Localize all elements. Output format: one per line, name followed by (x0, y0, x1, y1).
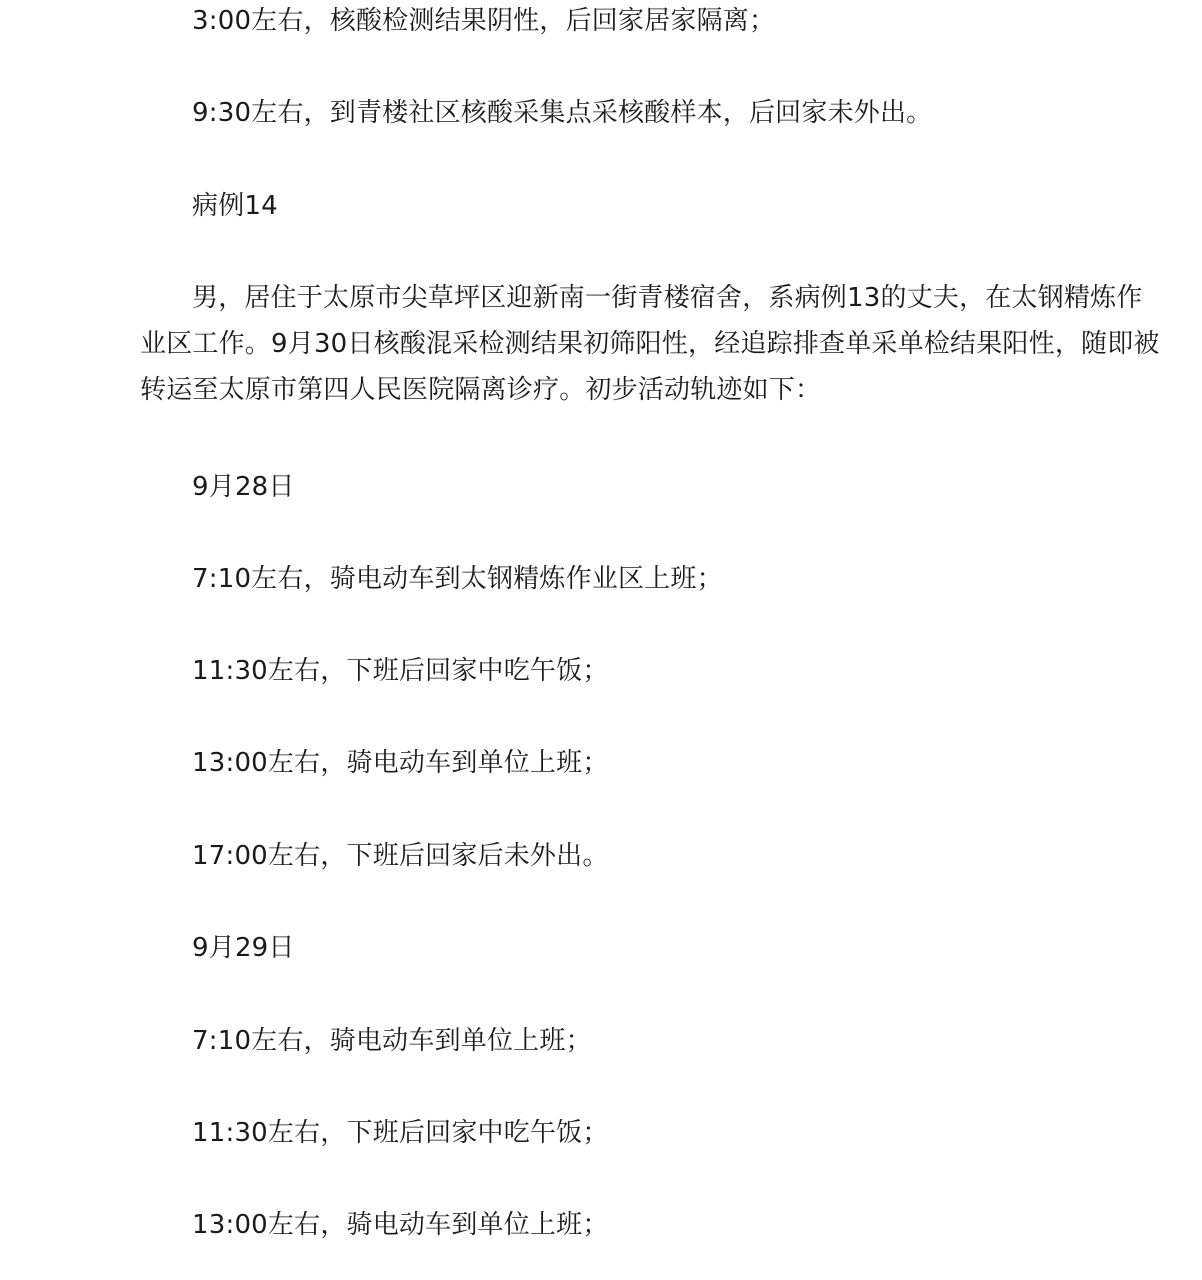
case-description: 男，居住于太原市尖草坪区迎新南一街青楼宿舍，系病例13的丈夫，在太钢精炼作业区工作。9月30日核酸混采检测结果初筛阳性，经追踪排查单采单检结果阳性，随即被转运至太原市第四人民医院隔离诊疗。初步活动轨迹如下： (140, 283, 1160, 405)
case-heading: 病例14 (192, 191, 278, 221)
paragraph-timeline-entry: 7:10左右，骑电动车到单位上班； (192, 1026, 592, 1056)
paragraph-timeline-entry: 11:30左右，下班后回家中吃午饭； (192, 656, 609, 686)
paragraph-timeline-entry: 17:00左右，下班后回家后未外出。 (192, 841, 609, 871)
date-heading: 9月28日 (192, 472, 295, 502)
paragraph-timeline-entry: 11:30左右，下班后回家中吃午饭； (192, 1118, 609, 1148)
paragraph-timeline-entry: 3:00左右，核酸检测结果阴性，后回家居家隔离； (192, 6, 776, 36)
paragraph-timeline-entry: 9:30左右，到青楼社区核酸采集点采核酸样本，后回家未外出。 (192, 98, 933, 128)
paragraph-timeline-entry: 7:10左右，骑电动车到太钢精炼作业区上班； (192, 564, 723, 594)
paragraph-timeline-entry: 13:00左右，骑电动车到单位上班； (192, 1210, 609, 1240)
date-heading: 9月29日 (192, 933, 295, 963)
paragraph-timeline-entry: 13:00左右，骑电动车到单位上班； (192, 748, 609, 778)
